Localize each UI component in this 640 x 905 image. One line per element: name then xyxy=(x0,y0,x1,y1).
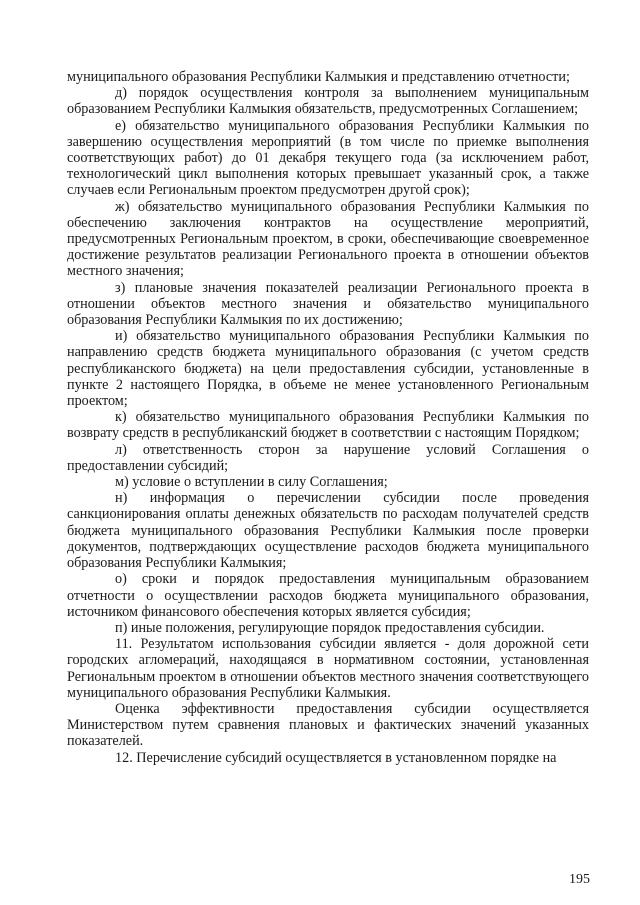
paragraph-item-p: п) иные положения, регулирующие порядок предоставления субсидии. xyxy=(115,619,545,636)
paragraph-item-zh: ж) обязательство муниципального образования Республики Калмыкия по обеспечению заключения контрактов на осуществление мероприятий, предусмотренных Региональным проектом, в сроки, обеспечивающие своевременное достижение результатов реализации Регионального проекта в отношении объектов местного значения; xyxy=(67,198,589,280)
paragraph-item-l: л) ответственность сторон за нарушение условий Соглашения о предоставлении субсидий; xyxy=(67,441,589,474)
paragraph-continuation: муниципального образования Республики Калмыкия и представлению отчетности; xyxy=(67,69,570,85)
paragraph-item-i: и) обязательство муниципального образования Республики Калмыкия по направлению средств бюджета муниципального образования (с учетом средств республиканского бюджета) на цели предоставления субсидии, установленные в пункте 2 настоящего Порядка, в объеме не менее установленного Региональным проектом; xyxy=(67,328,589,410)
document-body xyxy=(67,69,589,766)
paragraph-item-d: д) порядок осуществления контроля за выполнением муниципальным образованием Республики Калмыкия обязательств, предусмотренных Соглашением; xyxy=(67,85,589,118)
page-number: 195 xyxy=(569,872,590,887)
paragraph-item-m: м) условие о вступлении в силу Соглашения; xyxy=(115,474,388,491)
paragraph-item-n: н) информация о перечислении субсидии после проведения санкционирования оплаты денежных обязательств по расходам получателей средств бюджета муниципального образования Республики Калмыкия после проверки документов, подтверждающих осуществление расходов бюджета муниципального образования Республики Калмыкия; xyxy=(67,490,589,572)
paragraph-item-z: з) плановые значения показателей реализации Регионального проекта в отношении объектов местного значения и обязательство муниципального образования Республики Калмыкия по их достижению; xyxy=(67,279,589,329)
paragraph-item-e: е) обязательство муниципального образования Республики Калмыкия по завершению осуществления мероприятий (в том числе по приемке выполнения соответствующих работ) до 01 декабря текущего года (за исключением работ, технологический цикл выполнения которых превышает указанный срок, а также случаев если Региональным проектом предусмотрен другой срок); xyxy=(67,117,589,199)
paragraph-evaluation: Оценка эффективности предоставления субсидии осуществляется Министерством путем сравнения плановых и фактических значений указанных показателей. xyxy=(67,700,589,750)
paragraph-item-o: о) сроки и порядок предоставления муниципальным образованием отчетности о осуществлении расходов бюджета муниципального образования, источником финансового обеспечения которых является субсидия; xyxy=(67,571,589,620)
paragraph-clause-12: 12. Перечисление субсидий осуществляется в установленном порядке на xyxy=(115,749,557,766)
paragraph-clause-11: 11. Результатом использования субсидии является - доля дорожной сети городских агломераций, находящаяся в нормативном состоянии, установленная Региональным проектом в отношении объектов местного значения соответствующего муниципального образования Республики Калмыкия. xyxy=(67,636,589,701)
paragraph-item-k: к) обязательство муниципального образования Республики Калмыкия по возврату средств в республиканский бюджет в соответствии с настоящим Порядком; xyxy=(67,409,589,442)
